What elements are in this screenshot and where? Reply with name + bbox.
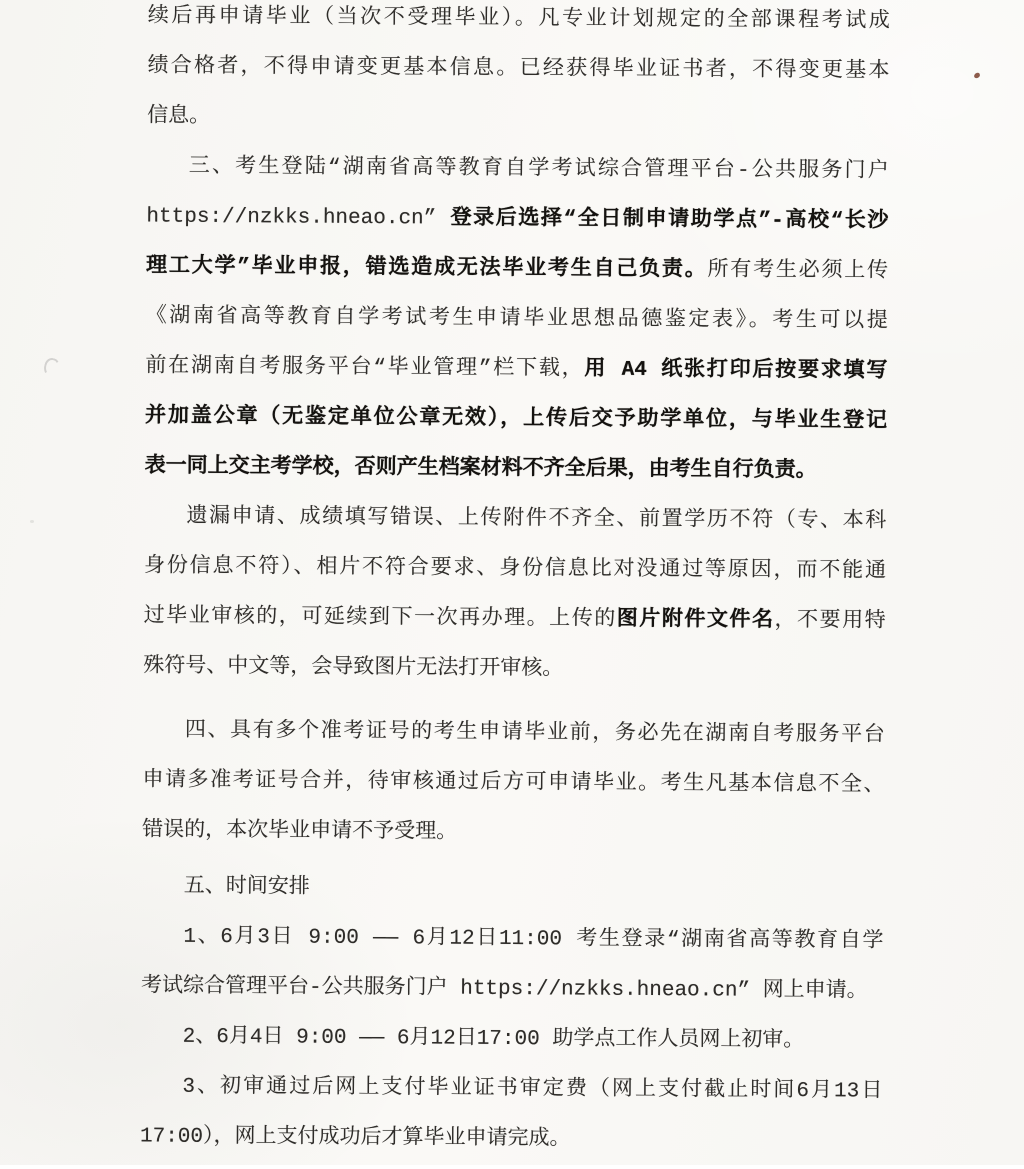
text-run: 绩合格者，不得申请变更基本信息。已经获得毕业证书者，不得变更基本 [147,55,890,84]
text-line [143,592,885,647]
bold-text-run: 图片附件文件名 [616,608,775,633]
text-line [146,192,888,247]
text-run: 所有考生必须上传 [707,259,889,284]
paragraph [143,492,886,697]
text-line [143,642,885,697]
text-run: 遗漏申请、成绩填写错误、上传附件不齐全、前置学历不符（专、本科 [186,505,887,534]
text-run: 申请多准考证号合并，待审核通过后方可申请毕业。考生凡基本信息不全、 [142,769,885,798]
faint-speck [30,520,34,523]
text-run: 考试综合管理平台-公共服务门户 https://nzkks.hneao.cn” 网上申请。 [140,975,868,1004]
text-run: 3、初审通过后网上支付毕业证书审定费（网上支付截止时间6月13日 [182,1075,883,1104]
paragraph [147,0,890,148]
bold-text-run: 并加盖公章（无鉴定单位公章无效），上传后交予助学单位，与毕业生登记 [144,405,888,434]
paragraph [142,862,884,917]
text-line [147,142,889,197]
bold-text-run: 用 A4 纸张打印后按要求填写 [584,358,888,384]
text-run: 过毕业审核的，可延续到下一次再办理。上传的 [143,605,617,632]
text-run: ，不要用特 [774,609,886,634]
paragraph [145,142,889,497]
text-line [141,962,883,1017]
text-line [147,92,889,147]
text-run: 1、6月3日 9:00 —— 6月12日11:00 考生登录“湖南省高等教育自学 [183,925,884,954]
text-line [141,1012,883,1067]
text-run: 信息。 [147,105,211,129]
text-line [147,42,889,97]
text-line [146,292,888,347]
text-run: https://nzkks.hneao.cn” [146,205,451,231]
text-run: 三、考生登陆“湖南省高等教育自学考试综合管理平台-公共服务门户 [188,155,889,184]
bold-text-run: 理工大学”毕业申报，错选造成无法毕业考生自己负责。 [146,255,708,283]
text-line [148,0,890,48]
text-run: 17:00），网上支付成功后才算毕业申请完成。 [139,1125,571,1152]
bold-text-run: 登录后选择“全日制申请助学点”-高校“长沙 [450,207,889,234]
text-run: 身份信息不符）、相片不符合要求、身份信息比对没通过等原因，而不能通 [143,555,887,584]
text-line [141,912,883,967]
text-line [142,756,884,811]
text-line [143,706,885,761]
paragraph [141,1012,883,1067]
paragraph [141,912,884,1017]
text-line [145,442,887,497]
text-line [144,542,886,597]
text-line [146,242,888,297]
text-line [144,492,886,547]
text-line [142,862,884,917]
text-run: 错误的，本次毕业申请不予受理。 [142,819,458,845]
text-run: 前在湖南自考服务平台“毕业管理”栏下载， [145,355,585,382]
bold-text-run: 表一同上交主考学校，否则产生档案材料不齐全后果，由考生自行负责。 [144,455,817,484]
text-run: 殊符号、中文等，会导致图片无法打开审核。 [143,655,564,682]
text-run: 五、时间安排 [183,875,310,900]
text-line [145,392,887,447]
text-line [145,342,887,397]
text-run: 《湖南省高等教育自学考试考生申请毕业思想品德鉴定表》。考生可以提 [145,305,888,334]
text-run: 续后再申请毕业（当次不受理毕业）。凡专业计划规定的全部课程考试成 [147,5,890,34]
text-run: 四、具有多个准考证号的考生申请毕业前，务必先在湖南自考服务平台 [184,719,885,748]
text-line [142,806,884,861]
paragraph [140,1062,883,1167]
text-line [140,1062,882,1117]
text-run: 2、6月4日 9:00 —— 6月12日17:00 助学点工作人员网上初审。 [182,1025,805,1054]
paragraph [142,706,885,861]
text-line [140,1112,882,1167]
